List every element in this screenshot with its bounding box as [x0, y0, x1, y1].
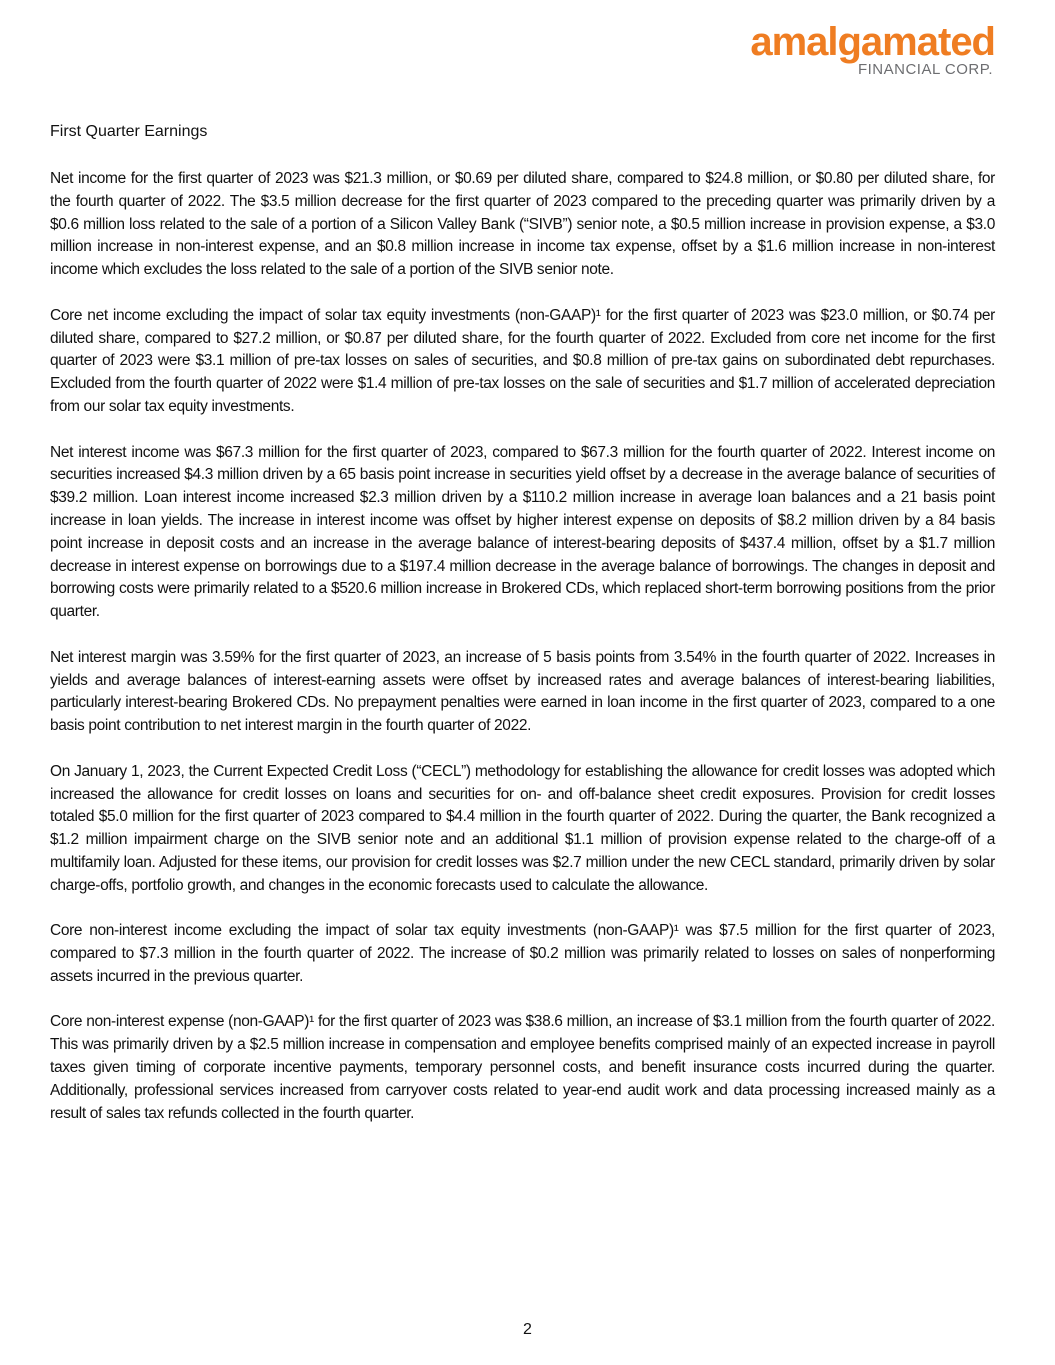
- paragraph-cecl-provision: On January 1, 2023, the Current Expected Credit Loss (“CECL”) methodology for establishing the allowance for credit losses was adopted which increased the allowance for credit losses on loans and securities for on- and off-balance sheet credit exposures. Provision for credit losses totaled $5.0 million for the first quarter of 2023 compared to $4.4 million in the fourth quarter of 2022. During the quarter, the Bank recognized a $1.2 million impairment charge on the SIVB senior note and an additional $1.1 million of provision expense related to the charge-off of a multifamily loan. Adjusted for these items, our provision for credit losses was $2.7 million under the new CECL standard, primarily driven by solar charge-offs, portfolio growth, and changes in the economic forecasts used to calculate the allowance.: [50, 762, 995, 894]
- section-title: First Quarter Earnings: [50, 123, 208, 140]
- paragraph-net-interest-income: Net interest income was $67.3 million for the first quarter of 2023, compared to $67.3 million for the fourth quarter of 2022. Interest income on securities increased $4.3 million driven by a 65 basis point increase in securities yield offset by a decrease in the average balance of securities of $39.2 million. Loan interest income increased $2.3 million driven by a $110.2 million increase in average loan balances and a 21 basis point increase in loan yields. The increase in interest income was offset by higher interest expense on deposits of $8.2 million driven by a 84 basis point increase in deposit costs and an increase in the average balance of interest-bearing deposits of $437.4 million, offset by a $1.7 million decrease in interest expense on borrowings due to a $197.4 million decrease in the average balance of borrowings. The changes in deposit and borrowing costs were primarily related to a $520.6 million increase in Brokered CDs, which replaced short-term borrowing positions from the prior quarter.: [50, 443, 995, 621]
- paragraph-net-income: Net income for the first quarter of 2023 was $21.3 million, or $0.69 per diluted share, compared to $24.8 million, or $0.80 per diluted share, for the fourth quarter of 2022. The $3.5 million decrease for the first quarter of 2023 compared to the preceding quarter was primarily driven by a $0.6 million loss related to the sale of a portion of a Silicon Valley Bank (“SIVB”) senior note, a $0.5 million increase in provision expense, a $3.0 million increase in non-interest expense, and an $0.8 million increase in income tax expense, offset by a $1.6 million increase in non-interest income which excludes the loss related to the sale of a portion of the SIVB senior note.: [50, 170, 995, 279]
- logo-subtitle: FINANCIAL CORP.: [857, 61, 993, 78]
- paragraph-core-net-income: Core net income excluding the impact of solar tax equity investments (non-GAAP)¹ for the first quarter of 2023 was $23.0 million, or $0.74 per diluted share, compared to $27.2 million, or $0.87 per diluted share, for the fourth quarter of 2022. Excluded from core net income for the first quarter of 2023 were $3.1 million of pre-tax losses on sales of securities, and $0.8 million of pre-tax gains on subordinated debt repurchases. Excluded from the fourth quarter of 2022 were $1.4 million of pre-tax losses on the sale of securities and $1.7 million of accelerated depreciation from our solar tax equity investments.: [50, 306, 995, 415]
- company-logo: [750, 22, 995, 78]
- paragraph-non-interest-income: Core non-interest income excluding the impact of solar tax equity investments (non-GAAP)¹ was $7.5 million for the first quarter of 2023, compared to $7.3 million in the fourth quarter of 2022. The increase of $0.2 million was primarily related to losses on sales of nonperforming assets incurred in the previous quarter.: [50, 922, 995, 985]
- logo-wordmark: amalgamated: [750, 20, 995, 64]
- page-number: 2: [523, 1321, 532, 1338]
- paragraph-net-interest-margin: Net interest margin was 3.59% for the first quarter of 2023, an increase of 5 basis points from 3.54% in the fourth quarter of 2022. Increases in yields and average balances of interest-earning assets were offset by increased rates and average balances of interest-bearing liabilities, particularly interest-bearing Brokered CDs. No prepayment penalties were earned in loan income in the first quarter of 2023, compared to a one basis point contribution to net interest margin in the fourth quarter of 2022.: [50, 648, 995, 735]
- paragraph-non-interest-expense: Core non-interest expense (non-GAAP)¹ for the first quarter of 2023 was $38.6 million, an increase of $3.1 million from the fourth quarter of 2022. This was primarily driven by a $2.5 million increase in compensation and employee benefits comprised mainly of an expected increase in payroll taxes given timing of corporate incentive payments, temporary personnel costs, and benefit insurance costs incurred during the quarter. Additionally, professional services increased from carryover costs related to year-end audit work and data processing increased mainly as a result of sales tax refunds collected in the fourth quarter.: [50, 1013, 995, 1122]
- document-body: [50, 120, 995, 1148]
